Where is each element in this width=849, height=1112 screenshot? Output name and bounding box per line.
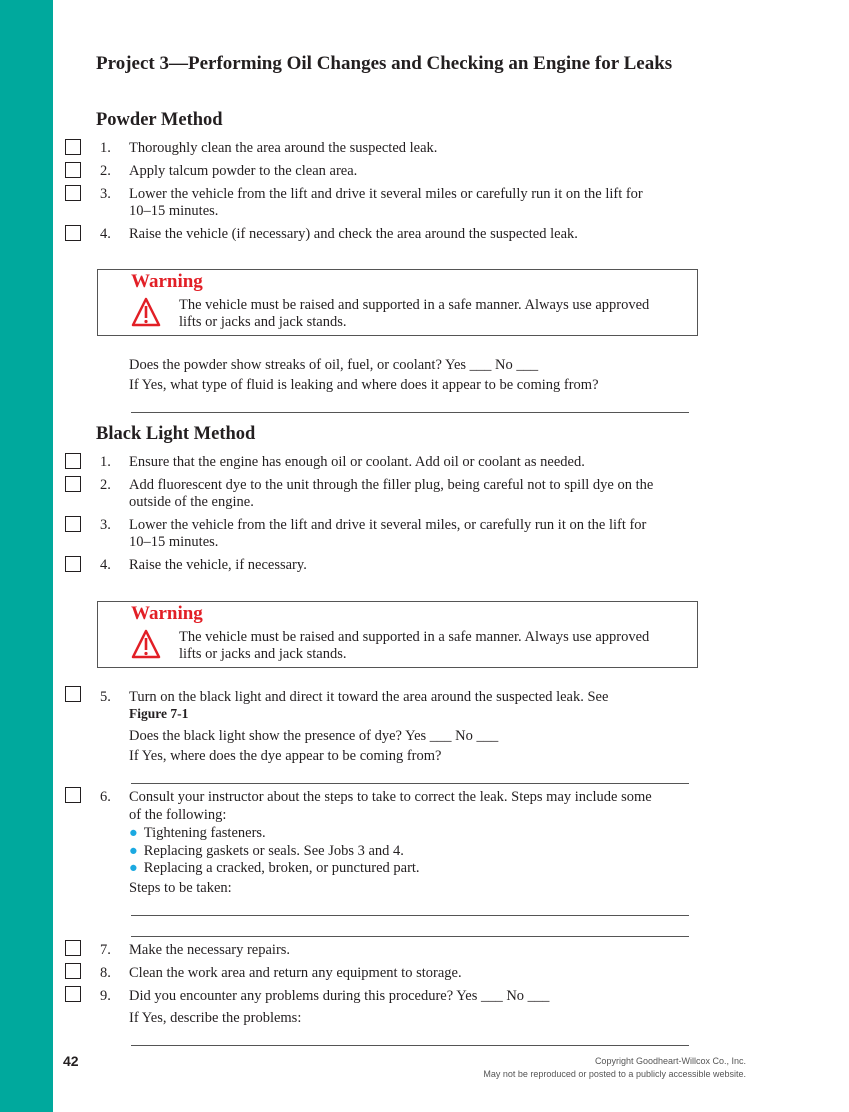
checkbox-black-step-1[interactable]: [65, 453, 81, 469]
warning-box: [97, 601, 698, 668]
step-text: Consult your instructor about the steps to take to correct the leak. Steps may include some: [129, 789, 652, 805]
warning-title: Warning: [131, 271, 203, 292]
checkbox-black-step-4[interactable]: [65, 556, 81, 572]
step-number: 9.: [100, 988, 111, 1004]
checkbox-powder-step-2[interactable]: [65, 162, 81, 178]
answer-line[interactable]: [131, 915, 689, 916]
warning-text: The vehicle must be raised and supported in a safe manner. Always use approved lifts or jacks and jack stands.: [179, 629, 650, 662]
checkbox-powder-step-3[interactable]: [65, 185, 81, 201]
bullet-item: ● Tightening fasteners.: [129, 825, 266, 841]
step-number: 1.: [100, 454, 111, 470]
step-number: 1.: [100, 140, 111, 156]
step-text: of the following:: [129, 807, 227, 823]
bullet-item: ● Replacing a cracked, broken, or punctured part.: [129, 860, 420, 876]
step-number: 4.: [100, 557, 111, 573]
question-text: If Yes, where does the dye appear to be coming from?: [129, 748, 442, 764]
step-text: Did you encounter any problems during this procedure? Yes ___ No ___: [129, 988, 550, 1004]
step-text: 10–15 minutes.: [129, 203, 219, 219]
step-text: 10–15 minutes.: [129, 534, 219, 550]
checkbox-black-step-9[interactable]: [65, 986, 81, 1002]
step-number: 8.: [100, 965, 111, 981]
step-text: Clean the work area and return any equipment to storage.: [129, 965, 462, 981]
question-text: Does the black light show the presence of dye? Yes ___ No ___: [129, 728, 499, 744]
step-text: Lower the vehicle from the lift and drive it several miles, or carefully run it on the lift for: [129, 517, 647, 533]
step-number: 6.: [100, 789, 111, 805]
step-number: 2.: [100, 163, 111, 179]
checkbox-black-step-7[interactable]: [65, 940, 81, 956]
step-number: 5.: [100, 689, 111, 705]
step-text: outside of the engine.: [129, 494, 254, 510]
step-text: Make the necessary repairs.: [129, 942, 291, 958]
checkbox-black-step-2[interactable]: [65, 476, 81, 492]
step-text: Raise the vehicle (if necessary) and check the area around the suspected leak.: [129, 226, 578, 242]
answer-line[interactable]: [131, 783, 689, 784]
side-color-bar: [0, 0, 53, 1112]
step-text: Steps to be taken:: [129, 880, 232, 896]
step-number: 2.: [100, 477, 111, 493]
step-number: 4.: [100, 226, 111, 242]
step-text: Lower the vehicle from the lift and drive it several miles or carefully run it on the lift for: [129, 186, 643, 202]
checkbox-powder-step-1[interactable]: [65, 139, 81, 155]
checkbox-black-step-5[interactable]: [65, 686, 81, 702]
answer-line[interactable]: [131, 412, 689, 413]
warning-box: [97, 269, 698, 336]
question-text: Does the powder show streaks of oil, fuel, or coolant? Yes ___ No ___: [129, 357, 539, 373]
step-text: If Yes, describe the problems:: [129, 1010, 302, 1026]
checkbox-black-step-6[interactable]: [65, 787, 81, 803]
answer-line[interactable]: [131, 1045, 689, 1046]
bullet-icon: ●: [129, 825, 138, 841]
step-text: Turn on the black light and direct it toward the area around the suspected leak. See: [129, 689, 609, 705]
step-number: 3.: [100, 517, 111, 533]
step-text: Apply talcum powder to the clean area.: [129, 163, 358, 179]
warning-triangle-icon: [131, 297, 161, 328]
answer-line[interactable]: [131, 936, 689, 937]
figure-reference-link[interactable]: Figure 7-1: [129, 706, 189, 721]
checkbox-powder-step-4[interactable]: [65, 225, 81, 241]
step-text: Thoroughly clean the area around the suspected leak.: [129, 140, 438, 156]
step-text: Add fluorescent dye to the unit through the filler plug, being careful not to spill dye on the: [129, 477, 654, 493]
step-text: Ensure that the engine has enough oil or coolant. Add oil or coolant as needed.: [129, 454, 585, 470]
checkbox-black-step-3[interactable]: [65, 516, 81, 532]
section-heading-powder: Powder Method: [96, 110, 223, 130]
page-title: Project 3—Performing Oil Changes and Checking an Engine for Leaks: [96, 53, 673, 74]
copyright-line-2: May not be reproduced or posted to a publicly accessible website.: [483, 1069, 746, 1079]
bullet-icon: ●: [129, 843, 138, 859]
warning-text: The vehicle must be raised and supported in a safe manner. Always use approved lifts or jacks and jack stands.: [179, 297, 650, 330]
question-text: If Yes, what type of fluid is leaking and where does it appear to be coming from?: [129, 377, 599, 393]
copyright-line-1: Copyright Goodheart-Willcox Co., Inc.: [594, 1056, 746, 1066]
warning-triangle-icon: [131, 629, 161, 660]
page-number: 42: [63, 1053, 79, 1069]
step-number: 3.: [100, 186, 111, 202]
step-text: Raise the vehicle, if necessary.: [129, 557, 307, 573]
step-number: 7.: [100, 942, 111, 958]
warning-title: Warning: [131, 603, 203, 624]
checkbox-black-step-8[interactable]: [65, 963, 81, 979]
bullet-icon: ●: [129, 860, 138, 876]
section-heading-black-light: Black Light Method: [96, 424, 256, 444]
bullet-item: ● Replacing gaskets or seals. See Jobs 3 and 4.: [129, 843, 404, 859]
